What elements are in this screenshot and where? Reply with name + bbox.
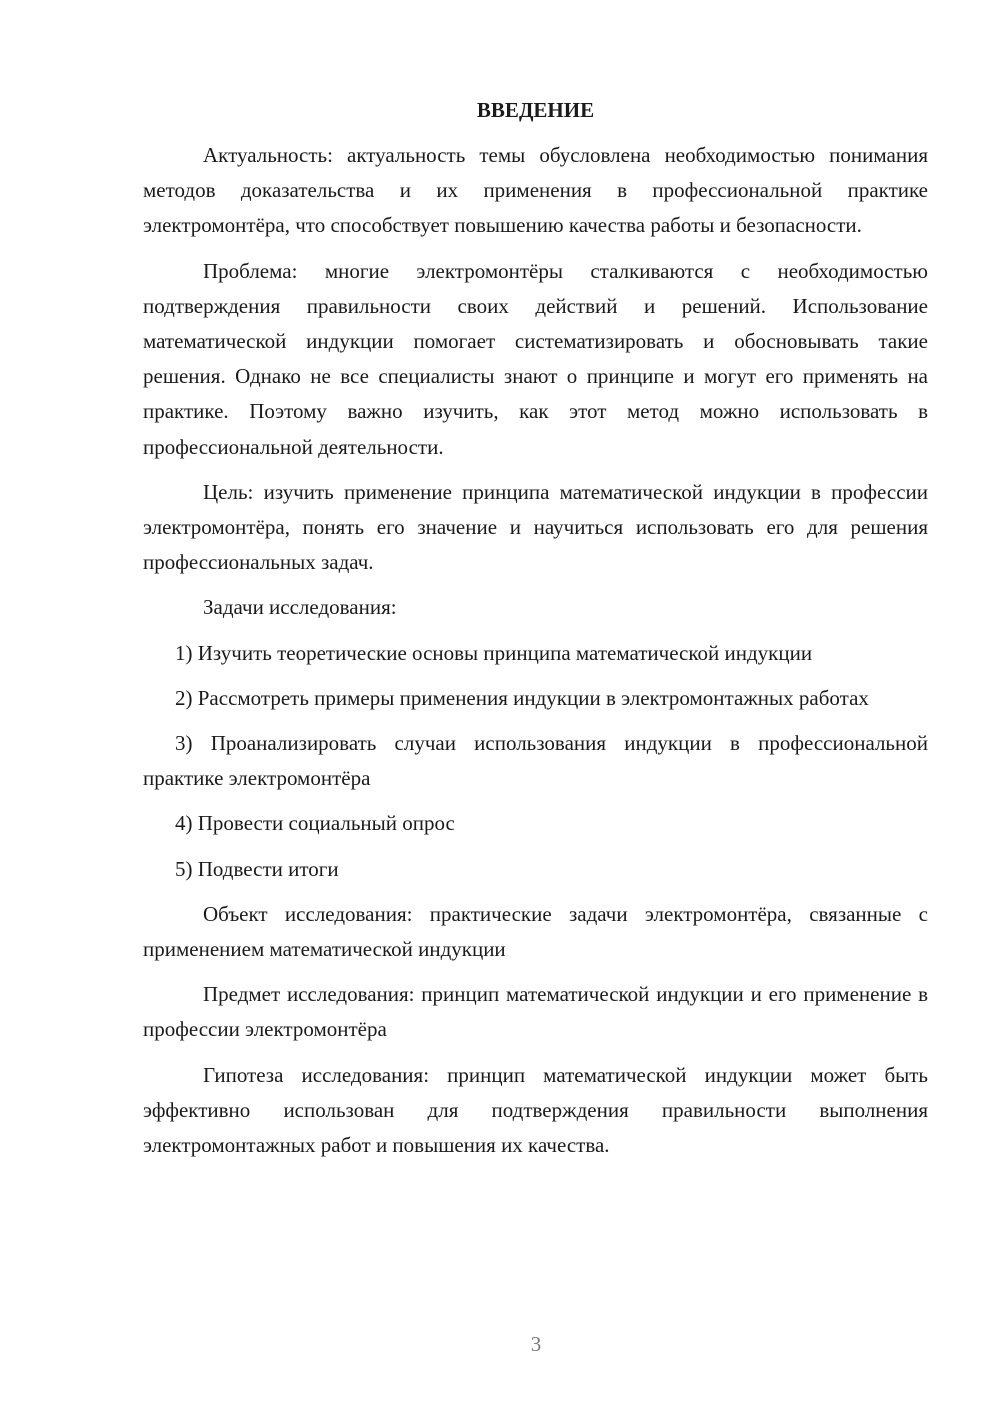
page-content — [143, 93, 928, 1173]
paragraph-tasks-heading: Задачи исследования: — [203, 595, 397, 620]
page-number: 3 — [530, 1332, 542, 1356]
paragraph-subject: Предмет исследования: принцип математической индукции и его применение в профессии электромонтёра — [143, 982, 928, 1042]
paragraph-hypothesis: Гипотеза исследования: принцип математической индукции может быть эффективно использован для подтверждения правильности выполнения электромонтажных работ и повышения их качества. — [143, 1062, 928, 1158]
task-item-2: 2) Рассмотреть примеры применения индукции в электромонтажных работах — [175, 685, 869, 710]
paragraph-object: Объект исследования: практические задачи электромонтёра, связанные с применением математической индукции — [143, 901, 928, 962]
task-item-1: 1) Изучить теоретические основы принципа математической индукции — [175, 640, 813, 665]
task-item-5: 5) Подвести итоги — [175, 856, 339, 881]
page-heading: ВВЕДЕНИЕ — [476, 98, 595, 122]
task-item-4: 4) Провести социальный опрос — [175, 811, 455, 836]
task-item-3: 3) Проанализировать случаи использования индукции в профессиональной практике электромонтёра — [143, 731, 928, 791]
paragraph-relevance: Актуальность: актуальность темы обусловлена необходимостью понимания методов доказательства и их применения в профессиональной практике электромонтёра, что способствует повышению качества работы и безопасности. — [143, 143, 928, 238]
paragraph-problem: Проблема: многие электромонтёры сталкиваются с необходимостью подтверждения правильности своих действий и решений. Использование математической индукции помогает систематизировать и обосновывать такие решения. Однако не все специалисты знают о принципе и могут его применять на практике. Поэтому важно изучить, как этот метод можно использовать в профессиональной деятельности. — [143, 258, 928, 459]
paragraph-goal: Цель: изучить применение принципа математической индукции в профессии электромонтёра, понять его значение и научиться использовать его для решения профессиональных задач. — [143, 479, 928, 575]
